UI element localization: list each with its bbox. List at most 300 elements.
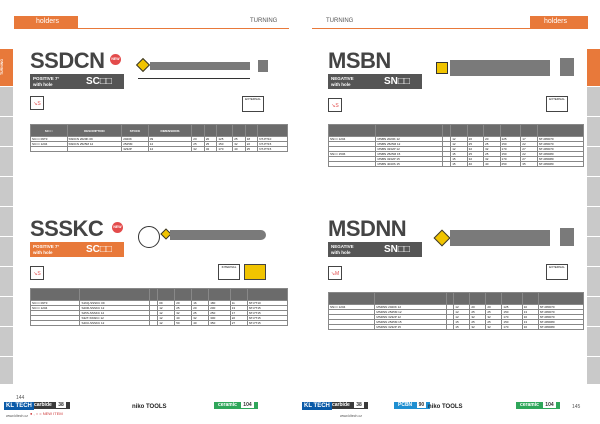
table-cell: 250 xyxy=(209,311,230,316)
right-header-section: TURNING xyxy=(326,18,354,24)
col-header xyxy=(192,125,205,137)
table-cell: 50 xyxy=(175,321,192,326)
side-tab[interactable] xyxy=(0,266,13,296)
table-cell: 170 xyxy=(500,147,521,152)
msdnn-subtitle-2: with hole xyxy=(331,250,351,255)
table-cell: 32 xyxy=(175,311,192,316)
table-cell: 20 xyxy=(467,137,483,142)
footer-chip-ceramic[interactable] xyxy=(214,402,258,409)
msdnn-rows xyxy=(329,305,584,330)
holder-shank xyxy=(450,60,550,76)
table-cell: 32 xyxy=(467,147,483,152)
table-cell: 32 xyxy=(470,325,486,330)
table-cell: 32 xyxy=(192,147,205,152)
chip-label: ceramic xyxy=(520,402,539,408)
niko-logo: niko TOOLS xyxy=(428,404,463,410)
msbn-title: MSBN xyxy=(328,48,391,73)
table-cell: 27 xyxy=(230,321,247,326)
table-cell: 18 xyxy=(245,137,258,142)
table-cell: MSDNN 2525M 12 xyxy=(375,310,446,315)
page-number: 144 xyxy=(16,395,25,401)
msbn-table xyxy=(328,124,584,167)
table-cell: 2525M xyxy=(122,142,149,147)
col-header xyxy=(329,125,376,137)
chip-label: carbide xyxy=(34,402,52,408)
chip-label: ceramic xyxy=(218,402,237,408)
table-cell: 12 xyxy=(454,305,470,310)
msdnn-title: MSDNN xyxy=(328,216,407,241)
table-cell xyxy=(446,325,454,330)
table-cell: 15 xyxy=(451,152,467,157)
msdnn-tool-drawing xyxy=(432,220,582,264)
side-tab[interactable] xyxy=(0,206,13,236)
footer-chip-carbide[interactable] xyxy=(328,402,368,409)
table-cell: S20R-SSSKC 12 xyxy=(80,306,150,311)
table-cell: 25 xyxy=(245,147,258,152)
msdnn-subtitle-band xyxy=(328,242,422,257)
table-cell: 09 xyxy=(158,301,175,306)
side-tab[interactable] xyxy=(587,206,600,236)
table-cell: NT-080080 xyxy=(537,152,583,157)
table-cell: 200 xyxy=(209,306,230,311)
table-cell: MSDNN 2020K 12 xyxy=(375,305,446,310)
internal-icon: INTERNAL xyxy=(218,264,240,280)
table-cell: 22 xyxy=(245,142,258,147)
table-cell: MSDNN 3232P 12 xyxy=(375,315,446,320)
boring-bar xyxy=(170,230,266,240)
table-cell: 32 xyxy=(484,157,500,162)
ssskc-subtitle-2: with hole xyxy=(33,250,53,255)
table-cell: 32 xyxy=(470,315,486,320)
table-cell: 20 xyxy=(192,306,209,311)
website: www.kltech.cz xyxy=(6,414,28,418)
footer-chip-carbide[interactable] xyxy=(30,402,70,409)
col-header xyxy=(375,293,446,305)
table-cell: MSBN 4040S 15 xyxy=(376,162,443,167)
table-cell: MSDNN 2525M 15 xyxy=(375,320,446,325)
right-side-tabs xyxy=(587,48,600,384)
table-cell: NT-080080 xyxy=(538,325,583,330)
ssskc-title: SSSKC xyxy=(30,216,104,241)
table-cell: 32 xyxy=(467,157,483,162)
table-cell: 13 xyxy=(230,306,247,311)
holder-shank xyxy=(150,62,250,70)
table-cell: 17 xyxy=(521,137,537,142)
table-cell: 27 xyxy=(521,147,537,152)
table-cell: NT-080070 xyxy=(538,315,583,320)
table-cell: MSDNN 3232P 15 xyxy=(375,325,446,330)
table-cell: 12 xyxy=(148,147,192,152)
right-header-bar xyxy=(530,16,588,28)
col-header xyxy=(245,125,258,137)
table-cell: 150 xyxy=(500,142,521,147)
table-cell: NT-PT15 xyxy=(247,311,287,316)
table-cell: 32 xyxy=(204,147,217,152)
table-cell: 150 xyxy=(500,152,521,157)
table-cell: MSBN 3232P 15 xyxy=(376,157,443,162)
table-cell: 15 xyxy=(454,325,470,330)
side-tab[interactable] xyxy=(0,356,13,384)
table-cell: 25 xyxy=(486,320,502,325)
ssskc-code: SC□□ xyxy=(86,244,112,255)
holder-end-view xyxy=(560,228,574,246)
side-tab[interactable] xyxy=(587,266,600,296)
table-cell: 40 xyxy=(467,162,483,167)
left-side-tabs xyxy=(0,48,13,384)
orientation-icon: ↘S xyxy=(30,96,44,110)
chip-label: carbide xyxy=(332,402,350,408)
niko-logo: niko TOOLS xyxy=(132,404,167,410)
table-cell: 32 xyxy=(484,147,500,152)
side-tab[interactable] xyxy=(587,326,600,356)
table-cell: NT-PT15 xyxy=(247,316,287,321)
col-header xyxy=(521,125,537,137)
table-cell: 15 xyxy=(451,157,467,162)
table-cell: 25 xyxy=(470,310,486,315)
table-cell: S25S-SSSKC 12 xyxy=(80,311,150,316)
table-cell: 170 xyxy=(500,157,521,162)
table-cell: 35 xyxy=(521,162,537,167)
orientation-icon: ↘S xyxy=(328,98,342,112)
col-header: STOCK xyxy=(122,125,149,137)
side-tab[interactable] xyxy=(587,356,600,384)
col-header xyxy=(486,293,502,305)
col-header xyxy=(446,293,454,305)
right-header-line xyxy=(312,28,588,29)
left-header-bar xyxy=(14,16,78,28)
table-cell: 25 xyxy=(204,142,217,147)
table-cell: 17 xyxy=(230,311,247,316)
col-header xyxy=(230,289,247,301)
table-cell xyxy=(329,325,375,330)
msbn-subtitle-2: with hole xyxy=(331,82,351,87)
col-header xyxy=(175,289,192,301)
table-cell: 300 xyxy=(209,316,230,321)
table-cell: 25 xyxy=(484,152,500,157)
msbn-subtitle-1: NEGATIVE xyxy=(331,76,354,81)
msdnn-subtitle-1: NEGATIVE xyxy=(331,244,354,249)
table-cell: MSBN 3232P 12 xyxy=(376,147,443,152)
side-tab[interactable] xyxy=(587,176,600,206)
table-row xyxy=(31,321,288,326)
table-cell: 11 xyxy=(230,301,247,306)
side-tab[interactable] xyxy=(0,296,13,326)
table-cell: 150 xyxy=(502,310,522,315)
right-page xyxy=(300,0,600,424)
table-cell: SSDCN 2020K 09 xyxy=(67,137,122,142)
table-cell: 12 xyxy=(451,137,467,142)
col-header xyxy=(522,293,538,305)
table-cell: SC□□ 1204 xyxy=(31,142,68,147)
table-cell xyxy=(329,162,376,167)
chip-page: 90 xyxy=(418,402,425,408)
table-cell: 13 xyxy=(522,320,538,325)
footer-chip-pcbn[interactable] xyxy=(394,402,430,409)
ssdcn-subtitle-1: POSITIVE 7° xyxy=(33,76,60,81)
coolant-icon xyxy=(244,264,266,280)
col-header xyxy=(502,293,522,305)
table-cell: SN□□ 1506 xyxy=(329,152,376,157)
msbn-tool-drawing xyxy=(432,52,582,96)
table-cell: 22 xyxy=(230,316,247,321)
table-cell xyxy=(443,162,451,167)
ssdcn-subtitle-2: with hole xyxy=(33,82,53,87)
table-cell: NT-PT15 xyxy=(258,147,288,152)
side-tab[interactable] xyxy=(0,86,13,116)
table-cell: 25 xyxy=(467,152,483,157)
orientation-icon: ↘S xyxy=(30,266,44,280)
holder-shank xyxy=(450,230,550,246)
table-cell: NT-PT15 xyxy=(247,321,287,326)
col-header xyxy=(217,125,233,137)
table-row xyxy=(329,325,584,330)
col-header xyxy=(204,125,217,137)
col-header xyxy=(192,289,209,301)
table-cell: S16Q-SSSKC 09 xyxy=(80,301,150,306)
page-number: 145 xyxy=(572,404,581,410)
table-cell: 180 xyxy=(209,301,230,306)
table-cell: 32 xyxy=(486,325,502,330)
col-header: DESCRIPTION xyxy=(67,125,122,137)
external-icon: EXTERNAL xyxy=(546,264,568,280)
table-cell: 12 xyxy=(158,311,175,316)
kltech-logo: KL TECH xyxy=(304,403,330,409)
ssdcn-title: SSDCN xyxy=(30,48,105,73)
table-cell: 125 xyxy=(500,137,521,142)
table-cell: NT-080070 xyxy=(537,147,583,152)
col-header xyxy=(467,125,483,137)
col-header xyxy=(454,293,470,305)
table-cell: 25 xyxy=(467,142,483,147)
holder-end-view xyxy=(560,58,574,76)
table-cell: SC□□ 09T3 xyxy=(31,137,68,142)
new-badge: NEW xyxy=(112,222,123,233)
ssdcn-code: SC□□ xyxy=(86,76,112,87)
col-header xyxy=(538,293,583,305)
table-cell: 2020K xyxy=(122,137,149,142)
table-cell: 150 xyxy=(502,320,522,325)
ssdcn-tool-drawing xyxy=(138,56,278,96)
ssdcn-table xyxy=(30,124,288,152)
table-cell: MSBN 2020K 12 xyxy=(376,137,443,142)
table-cell: 12 xyxy=(158,306,175,311)
table-cell: 25 xyxy=(233,137,246,142)
table-cell: NT-PT10 xyxy=(247,301,287,306)
table-cell: SC□□ 09T3 xyxy=(31,301,80,306)
orientation-icon: ↘M xyxy=(328,266,342,280)
chip-page: 104 xyxy=(545,402,554,408)
table-cell: MSBN 2525M 12 xyxy=(376,142,443,147)
table-cell: 25 xyxy=(175,306,192,311)
table-cell: SN□□ 1204 xyxy=(329,305,375,310)
table-cell: SC□□ 1204 xyxy=(31,306,80,311)
left-header-line xyxy=(14,28,289,29)
table-cell: 22 xyxy=(521,142,537,147)
legend: ● , ○ = NEW ITEM xyxy=(30,411,63,416)
table-cell: NT-080070 xyxy=(538,305,583,310)
table-cell: NT-080080 xyxy=(537,162,583,167)
table-cell: 40 xyxy=(192,321,209,326)
side-tab[interactable] xyxy=(0,236,13,266)
col-header xyxy=(258,125,288,137)
left-header-category: holders xyxy=(36,18,59,25)
side-tab[interactable] xyxy=(0,146,13,176)
table-cell: 32 xyxy=(486,315,502,320)
col-header xyxy=(443,125,451,137)
table-cell: 20 xyxy=(484,137,500,142)
side-tab[interactable] xyxy=(0,116,13,146)
external-icon: EXTERNAL xyxy=(546,96,568,112)
dimension-line xyxy=(138,78,250,79)
footer-chip-ceramic[interactable] xyxy=(516,402,560,409)
table-cell: 350 xyxy=(209,321,230,326)
table-cell: 20 xyxy=(486,305,502,310)
table-cell xyxy=(67,147,122,152)
table-cell: NT-080070 xyxy=(538,310,583,315)
table-cell: 20 xyxy=(175,301,192,306)
col-header: DIMENSIONS xyxy=(148,125,192,137)
table-cell: 32 xyxy=(233,142,246,147)
side-tab[interactable] xyxy=(587,86,600,116)
table-cell: 09 xyxy=(148,137,192,142)
table-cell: 12 xyxy=(454,315,470,320)
table-cell: 12 xyxy=(451,142,467,147)
col-header xyxy=(376,125,443,137)
table-cell: NT-080070 xyxy=(537,142,583,147)
side-tab[interactable] xyxy=(0,176,13,206)
table-cell: 170 xyxy=(502,325,522,330)
col-header xyxy=(80,289,150,301)
table-cell: NT-080070 xyxy=(537,137,583,142)
right-header-category: holders xyxy=(544,18,567,25)
insert-icon xyxy=(434,230,451,247)
insert-icon xyxy=(136,58,150,72)
insert-icon xyxy=(436,62,448,74)
table-cell: 15 xyxy=(451,162,467,167)
table-cell: 10 xyxy=(522,305,538,310)
table-cell: 150 xyxy=(217,142,233,147)
table-cell: 40 xyxy=(233,147,246,152)
table-cell: 20 xyxy=(204,137,217,142)
table-cell: 40 xyxy=(484,162,500,167)
table-cell: 170 xyxy=(217,147,233,152)
table-cell: SSDCN 2525M 12 xyxy=(67,142,122,147)
col-header xyxy=(537,125,583,137)
col-header xyxy=(209,289,230,301)
table-cell: 13 xyxy=(522,310,538,315)
col-header xyxy=(500,125,521,137)
table-cell: S40U-SSSKC 12 xyxy=(80,321,150,326)
col-header xyxy=(451,125,467,137)
table-cell: 16 xyxy=(522,315,538,320)
side-tab[interactable] xyxy=(587,146,600,176)
side-tab[interactable] xyxy=(0,326,13,356)
chip-label: PCBN xyxy=(398,402,413,408)
table-row xyxy=(31,147,288,152)
table-cell: 40 xyxy=(175,316,192,321)
table-cell: 20 xyxy=(470,305,486,310)
table-cell: SN□□ 1204 xyxy=(329,137,376,142)
col-header xyxy=(150,289,158,301)
col-header xyxy=(470,293,486,305)
ssskc-table xyxy=(30,288,288,326)
side-tab-turning[interactable] xyxy=(587,48,600,86)
table-cell: 25 xyxy=(484,142,500,147)
left-header-section: TURNING xyxy=(250,18,278,24)
col-header xyxy=(247,289,287,301)
table-cell: 25 xyxy=(192,311,209,316)
col-header: SC□□ xyxy=(31,125,68,137)
table-cell xyxy=(31,147,68,152)
table-cell: 22 xyxy=(521,152,537,157)
table-cell: 25 xyxy=(192,142,205,147)
side-tab-turning[interactable]: TURNING xyxy=(0,48,13,86)
msbn-code: SN□□ xyxy=(384,76,410,87)
table-cell: 12 xyxy=(454,310,470,315)
holder-end-view xyxy=(258,60,268,72)
external-icon: EXTERNAL xyxy=(242,96,264,112)
table-cell: NT-080080 xyxy=(537,157,583,162)
col-header xyxy=(233,125,246,137)
bar-end-circle xyxy=(138,226,160,248)
table-cell: 15 xyxy=(454,320,470,325)
table-cell: 250 xyxy=(500,162,521,167)
col-header xyxy=(158,289,175,301)
col-header xyxy=(31,289,80,301)
table-cell: 125 xyxy=(502,305,522,310)
side-tab[interactable] xyxy=(587,116,600,146)
table-row xyxy=(329,162,584,167)
table-cell: 12 xyxy=(451,147,467,152)
website: www.kltech.cz xyxy=(340,414,362,418)
msbn-subtitle-band xyxy=(328,74,422,89)
ssskc-subtitle-1: POSITIVE 7° xyxy=(33,244,60,249)
table-cell: S32T-SSSKC 12 xyxy=(80,316,150,321)
ssdcn-subtitle-band xyxy=(30,74,124,89)
ssdcn-rows xyxy=(31,137,288,152)
table-cell: NT-PT10 xyxy=(258,137,288,142)
table-cell xyxy=(31,321,80,326)
table-cell: 12 xyxy=(158,321,175,326)
table-cell: 20 xyxy=(192,137,205,142)
msbn-rows xyxy=(329,137,584,167)
chip-page: 38 xyxy=(356,402,362,408)
ssskc-subtitle-band xyxy=(30,242,124,257)
table-cell: 12 xyxy=(148,142,192,147)
table-cell: 27 xyxy=(521,157,537,162)
table-cell: NT-080080 xyxy=(538,320,583,325)
table-cell: 25 xyxy=(470,320,486,325)
chip-page: 38 xyxy=(58,402,64,408)
new-badge: NEW xyxy=(110,54,121,65)
table-cell: 16 xyxy=(192,301,209,306)
table-cell: 16 xyxy=(522,325,538,330)
table-cell: 32 xyxy=(192,316,209,321)
side-tab[interactable] xyxy=(587,236,600,266)
table-cell: NT-PT15 xyxy=(258,142,288,147)
table-cell: 25 xyxy=(486,310,502,315)
ssskc-tool-drawing xyxy=(138,220,278,264)
msdnn-table xyxy=(328,292,584,330)
table-cell: 125 xyxy=(217,137,233,142)
table-cell xyxy=(150,321,158,326)
side-tab[interactable] xyxy=(587,296,600,326)
chip-page: 104 xyxy=(243,402,252,408)
kltech-logo: KL TECH xyxy=(6,403,32,409)
col-header xyxy=(329,293,375,305)
table-cell: 170 xyxy=(502,315,522,320)
table-cell: 3232P xyxy=(122,147,149,152)
